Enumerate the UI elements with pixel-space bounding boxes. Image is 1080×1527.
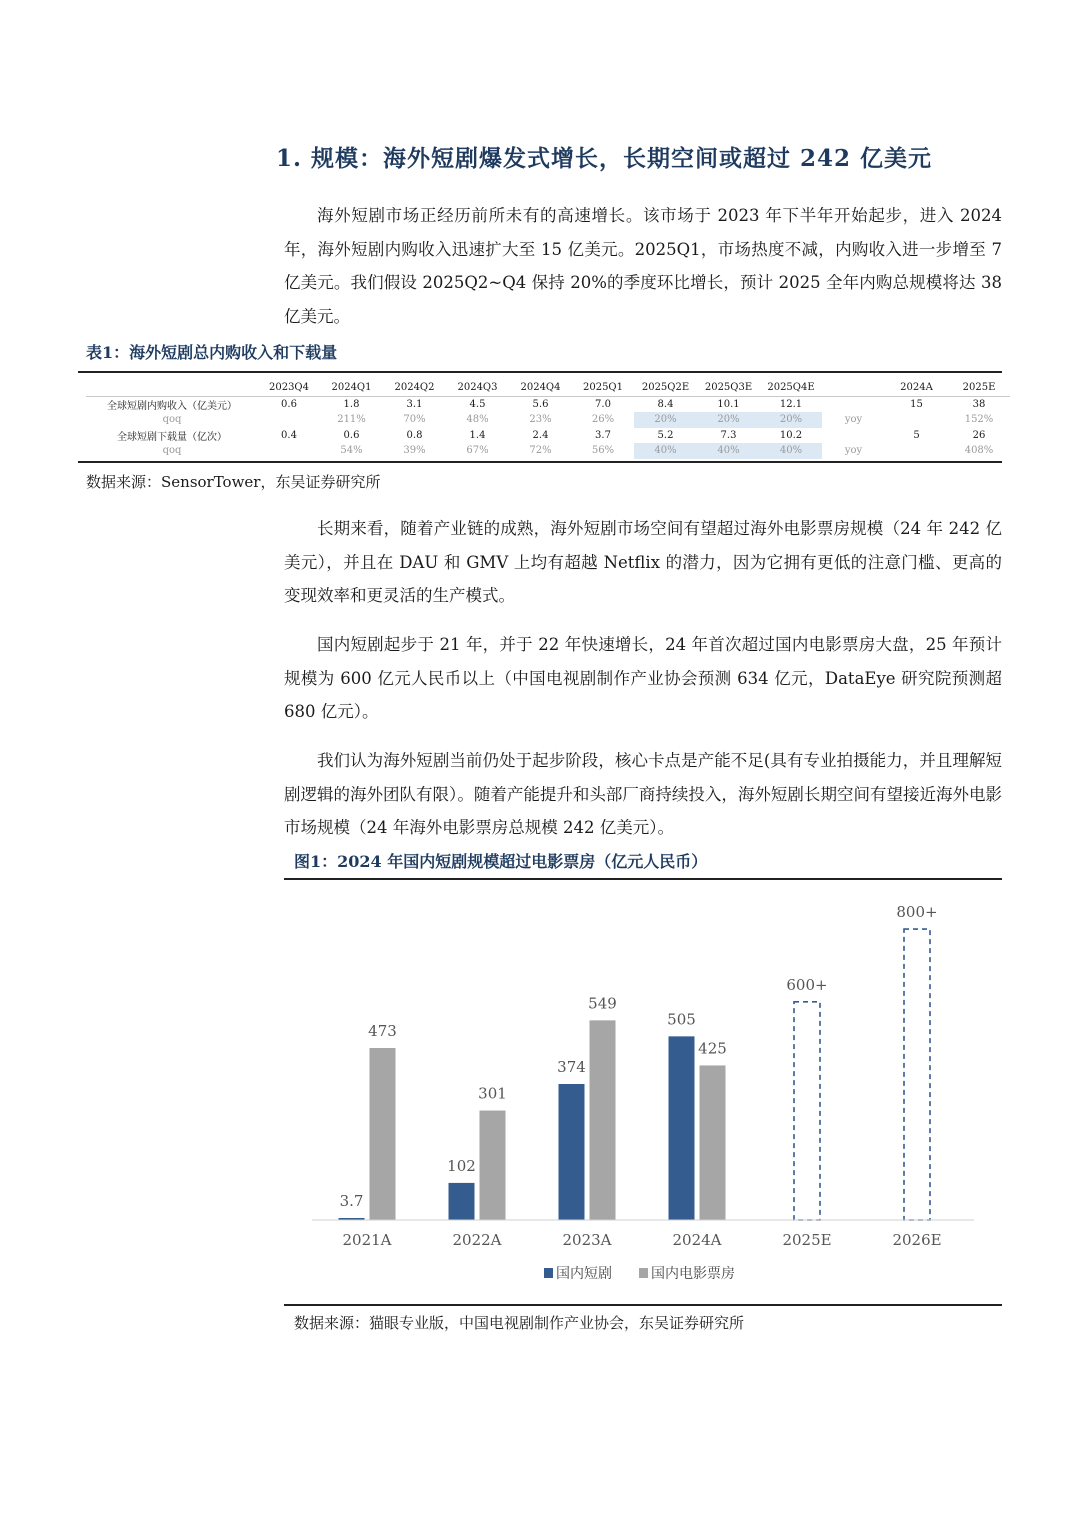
table-row xyxy=(86,396,1010,412)
figure-source: 数据来源：猫眼专业版，中国电视剧制作产业协会，东吴证券研究所 xyxy=(294,1314,745,1332)
table-cell: 26% xyxy=(591,414,615,426)
table-cell: 全球短剧内购收入（亿美元） xyxy=(107,400,237,412)
table-source: 数据来源：SensorTower，东吴证券研究所 xyxy=(86,473,381,491)
x-tick-labels xyxy=(342,1231,941,1249)
data-label-box-office: 473 xyxy=(368,1022,397,1040)
table-cell: 5 xyxy=(913,429,920,441)
table-cell: 全球短剧下载量（亿次） xyxy=(117,431,227,443)
x-tick-label: 2026E xyxy=(892,1231,942,1249)
table-cell: 67% xyxy=(466,445,489,457)
bar-chart xyxy=(284,884,1002,1304)
table-header-cell: 2025E xyxy=(948,380,1010,396)
chart-value-labels xyxy=(340,903,938,1210)
table-cell xyxy=(822,428,885,444)
revenue-download-table xyxy=(86,380,1010,459)
data-label-short-drama: 600+ xyxy=(786,975,828,994)
table-cell: 15 xyxy=(910,398,923,410)
table-header-cell: 2023Q4 xyxy=(258,380,320,396)
table-bottom-rule xyxy=(78,461,1002,463)
table-cell: 20% xyxy=(634,412,697,428)
table-cell: 0.4 xyxy=(281,429,297,441)
legend-swatch-short-drama xyxy=(544,1268,553,1278)
table-cell: 48% xyxy=(466,414,489,426)
table-cell: 39% xyxy=(403,445,426,457)
table-cell: 40% xyxy=(760,443,822,459)
table-cell: 3.1 xyxy=(406,398,423,410)
table-cell: 408% xyxy=(964,445,994,457)
table-cell: 0.6 xyxy=(281,398,297,410)
bar-box-office xyxy=(590,1020,616,1220)
table-row xyxy=(86,412,1010,428)
table-cell: 211% xyxy=(337,414,366,426)
table-row xyxy=(86,428,1010,444)
table-header-cell: 2025Q3E xyxy=(697,380,760,396)
data-label-box-office: 549 xyxy=(588,994,617,1013)
table-cell xyxy=(885,443,948,459)
x-tick-label: 2023A xyxy=(562,1231,612,1249)
legend-label-box-office: 国内电影票房 xyxy=(651,1266,735,1282)
figure-bottom-rule xyxy=(284,1304,1002,1306)
table-header-cell: 2024A xyxy=(885,380,948,396)
table-cell: 54% xyxy=(340,445,363,457)
table-cell: 10.2 xyxy=(779,429,803,441)
table-cell: 152% xyxy=(964,414,994,426)
x-tick-label: 2025E xyxy=(782,1231,832,1249)
bar-short-drama xyxy=(904,929,930,1220)
table-cell: 5.6 xyxy=(532,398,549,410)
table-cell: 2.4 xyxy=(532,429,549,441)
legend-label-short-drama: 国内短剧 xyxy=(556,1266,612,1282)
table-cell: yoy xyxy=(844,414,863,426)
bar-box-office xyxy=(700,1065,726,1220)
chart-bars xyxy=(339,929,931,1220)
data-label-box-office: 301 xyxy=(478,1084,507,1103)
figure-caption: 图1：2024 年国内短剧规模超过电影票房（亿元人民币） xyxy=(294,852,708,871)
table-cell: 0.6 xyxy=(343,429,360,441)
x-tick-label: 2021A xyxy=(342,1231,392,1249)
table-top-rule xyxy=(78,371,1002,373)
table-row xyxy=(86,443,1010,459)
data-label-short-drama: 3.7 xyxy=(339,1192,364,1210)
table-cell xyxy=(822,396,885,412)
intro-paragraph: 海外短剧市场正经历前所未有的高速增长。该市场于 2023 年下半年开始起步，进入 2024 年，海外短剧内购收入迅速扩大至 15 亿美元。2025Q1，市场热度不减，内购收入进一步增至 7 亿美元。我们假设 2025Q2~Q4 保持 20%的季度环比增长，预计 2025 全年内购总规模将达 38 亿美元。 xyxy=(284,206,1002,326)
table-header-cell: 2025Q2E xyxy=(634,380,697,396)
x-tick-label: 2022A xyxy=(452,1231,502,1249)
data-label-short-drama: 102 xyxy=(447,1156,476,1175)
data-label-short-drama: 800+ xyxy=(896,903,938,922)
table-cell: 1.4 xyxy=(469,429,486,441)
data-label-short-drama: 374 xyxy=(557,1058,586,1076)
legend-swatch-box-office xyxy=(639,1268,648,1278)
table-cell: 72% xyxy=(529,445,552,457)
table-cell: 70% xyxy=(403,414,426,426)
legend xyxy=(544,1265,735,1282)
body-paragraph: 国内短剧起步于 21 年，并于 22 年快速增长，24 年首次超过国内电影票房大盘，25 年预计规模为 600 亿元人民币以上（中国电视剧制作产业协会预测 634 亿元，DataEye 研究院预测超 680 亿元）。 xyxy=(284,635,1002,721)
table-cell: 7.0 xyxy=(595,398,611,410)
table-header-cell: 2024Q2 xyxy=(383,380,446,396)
bar-short-drama xyxy=(669,1036,695,1220)
table-caption: 表1：海外短剧总内购收入和下载量 xyxy=(86,343,338,362)
table-header-cell xyxy=(822,380,885,396)
x-tick-label: 2024A xyxy=(672,1231,722,1249)
table-cell: yoy xyxy=(844,445,863,457)
table-cell: qoq xyxy=(162,414,182,426)
table-cell: 40% xyxy=(697,443,760,459)
table-header-row xyxy=(86,380,1010,396)
table-cell: 23% xyxy=(529,414,552,426)
body-paragraph: 长期来看，随着产业链的成熟，海外短剧市场空间有望超过海外电影票房规模（24 年 242 亿美元），并且在 DAU 和 GMV 上均有超越 Netflix 的潜力，因为它拥有更低的注意门槛、更高的变现效率和更灵活的生产模式。 xyxy=(284,519,1002,605)
table-header-cell: 2025Q4E xyxy=(760,380,822,396)
figure-top-rule xyxy=(284,878,1002,880)
table-header-cell: 2024Q3 xyxy=(446,380,509,396)
table-cell: 4.5 xyxy=(469,398,486,410)
table-cell: 10.1 xyxy=(717,398,740,410)
table-cell: 1.8 xyxy=(343,398,360,410)
table-header-cell xyxy=(86,380,258,396)
bar-short-drama xyxy=(794,1002,820,1220)
table-cell: 26 xyxy=(972,429,986,441)
table-cell: 12.1 xyxy=(779,398,803,410)
bar-box-office xyxy=(480,1111,506,1220)
table-cell: 0.8 xyxy=(406,429,423,441)
table-cell xyxy=(258,412,320,428)
table-cell: 3.7 xyxy=(595,429,611,441)
table-header-cell: 2024Q1 xyxy=(320,380,383,396)
table-cell xyxy=(258,443,320,459)
table-cell: 40% xyxy=(634,443,697,459)
table-cell: 20% xyxy=(760,412,822,428)
data-label-short-drama: 505 xyxy=(667,1010,696,1029)
table-cell: 5.2 xyxy=(657,429,674,441)
table-header-cell: 2025Q1 xyxy=(572,380,634,396)
section-title: 1. 规模：海外短剧爆发式增长，长期空间或超过 242 亿美元 xyxy=(276,145,933,172)
bar-short-drama xyxy=(449,1183,475,1220)
bar-box-office xyxy=(370,1048,396,1220)
table-cell: 20% xyxy=(697,412,760,428)
table-cell xyxy=(885,412,948,428)
table-cell: 7.3 xyxy=(720,429,737,441)
data-label-box-office: 425 xyxy=(698,1039,727,1058)
table-cell: qoq xyxy=(162,445,182,457)
body-paragraph: 我们认为海外短剧当前仍处于起步阶段，核心卡点是产能不足(具有专业拍摄能力，并且理解短剧逻辑的海外团队有限）。随着产能提升和头部厂商持续投入，海外短剧长期空间有望接近海外电影市场规模（24 年海外电影票房总规模 242 亿美元）。 xyxy=(284,751,1002,837)
bar-short-drama xyxy=(559,1084,585,1220)
table-header-cell: 2024Q4 xyxy=(509,380,572,396)
table-cell: 8.4 xyxy=(657,398,674,410)
table-cell: 38 xyxy=(972,398,986,410)
table-cell: 56% xyxy=(591,445,615,457)
